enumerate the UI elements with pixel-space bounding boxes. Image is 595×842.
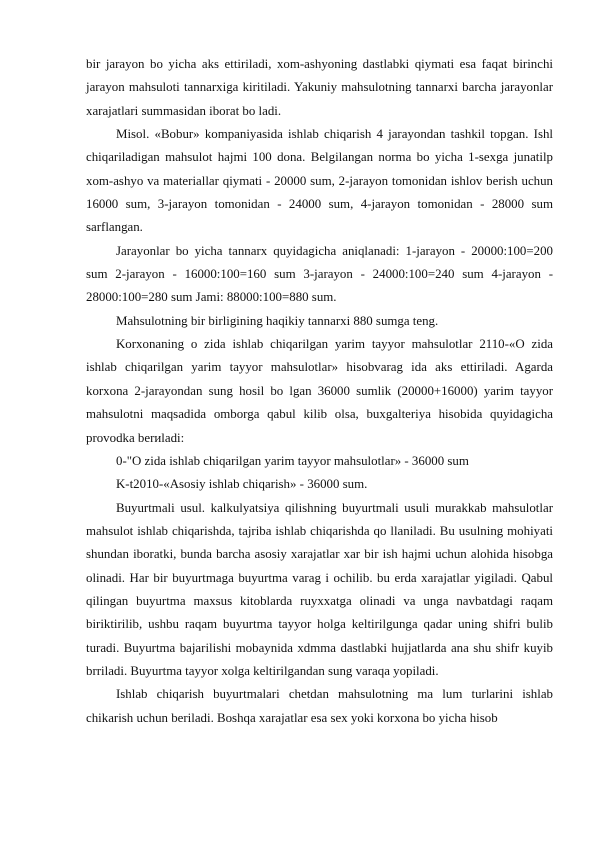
document-page: [86, 53, 553, 730]
paragraph-1: bir jarayon bo yicha aks ettiriladi, xom-ashyoning dastlabki qiymati esa faqat birinchi jarayon mahsuloti tannarxiga kiritiladi. Yakuniy mahsulotning tannarxi barcha jarayonlar xarajatlari summasidan iborat bo ladi.: [86, 57, 553, 118]
paragraph-9: Ishlab chiqarish buyurtmalari chetdan mahsulotning ma lum turlarini ishlab chikarish uchun beriladi. Boshqa xarajatlar esa sex yoki korxona bo yicha hisob: [86, 687, 553, 725]
paragraph-4: Mahsulotning bir birligining haqikiy tannarxi 880 sumga teng.: [116, 313, 439, 328]
paragraph-3: Jarayonlar bo yicha tannarx quyidagicha aniqlanadi: 1-jarayon - 20000:100=200 sum 2-jarayon - 16000:100=160 sum 3-jarayon - 24000:100=240 sum 4-jarayon - 28000:100=280 sum Jami: 88000:100=880 sum.: [86, 243, 553, 305]
paragraph-5: Korxonaning o zida ishlab chiqarilgan yarim tayyor mahsulotlar 2110-«O zida ishlab chiqarilgan yarim tayyor mahsulotlar» hisobvarag ida aks ettiriladi. Agarda korxona 2-jarayondan sung hosil bo lgan 36000 sumlik (20000+16000) yarim tayyor mahsulotni maqsadida omborga qabul kilib olsa, buxgalteriya hisobida quyidagicha provodka berиladi:: [86, 337, 553, 445]
paragraph-8: Buyurtmali usul. kalkulyatsiya qilishning buyurtmali usuli murakkab mahsulotlar mahsulot ishlab chiqarishda, tajriba ishlab chiqarishda qo llaniladi. Bu usulning mohiyati shundan iboratki, bunda barcha asosiy xarajatlar xar bir ish hajmi uchun alohida hisobga olinadi. Har bir buyurtmaga buyurtma varag i ochilib. bu erda xarajatlar yigiladi. Qabul qilingan buyurtma maxsus kitoblarda ruyxxatga olinadi va unga navbatdagi raqam biriktirilib, ushbu raqam buyurtma tayyor holga keltirilgunga qadar uning shifri bulib turadi. Buyurtma bajarilishi mobaynida xdmma dastlabki hujjatlarda ana shu shifr kuyib brriladi. Buyurtma tayyor xolga keltirilgandan sung varaqa yopiladi.: [86, 500, 553, 678]
paragraph-6: 0-"O zida ishlab chiqarilgan yarim tayyor mahsulotlar» - 36000 sum: [116, 453, 469, 468]
paragraph-2: Misol. «Bobur» kompaniyasida ishlab chiqarish 4 jarayondan tashkil topgan. Ishl chiqariladigan mahsulot hajmi 100 dona. Belgilangan norma bo yicha 1-sexga junatilp xom-ashyo va materiallar qiymati - 20000 sum, 2-jarayon tomonidan ishlov berish uchun 16000 sum, 3-jarayon tomonidan - 24000 sum, 4-jarayon tomonidan - 28000 sum sarflangan.: [86, 127, 553, 235]
paragraph-7: K-t2010-«Asosiy ishlab chiqarish» - 36000 sum.: [116, 477, 368, 492]
